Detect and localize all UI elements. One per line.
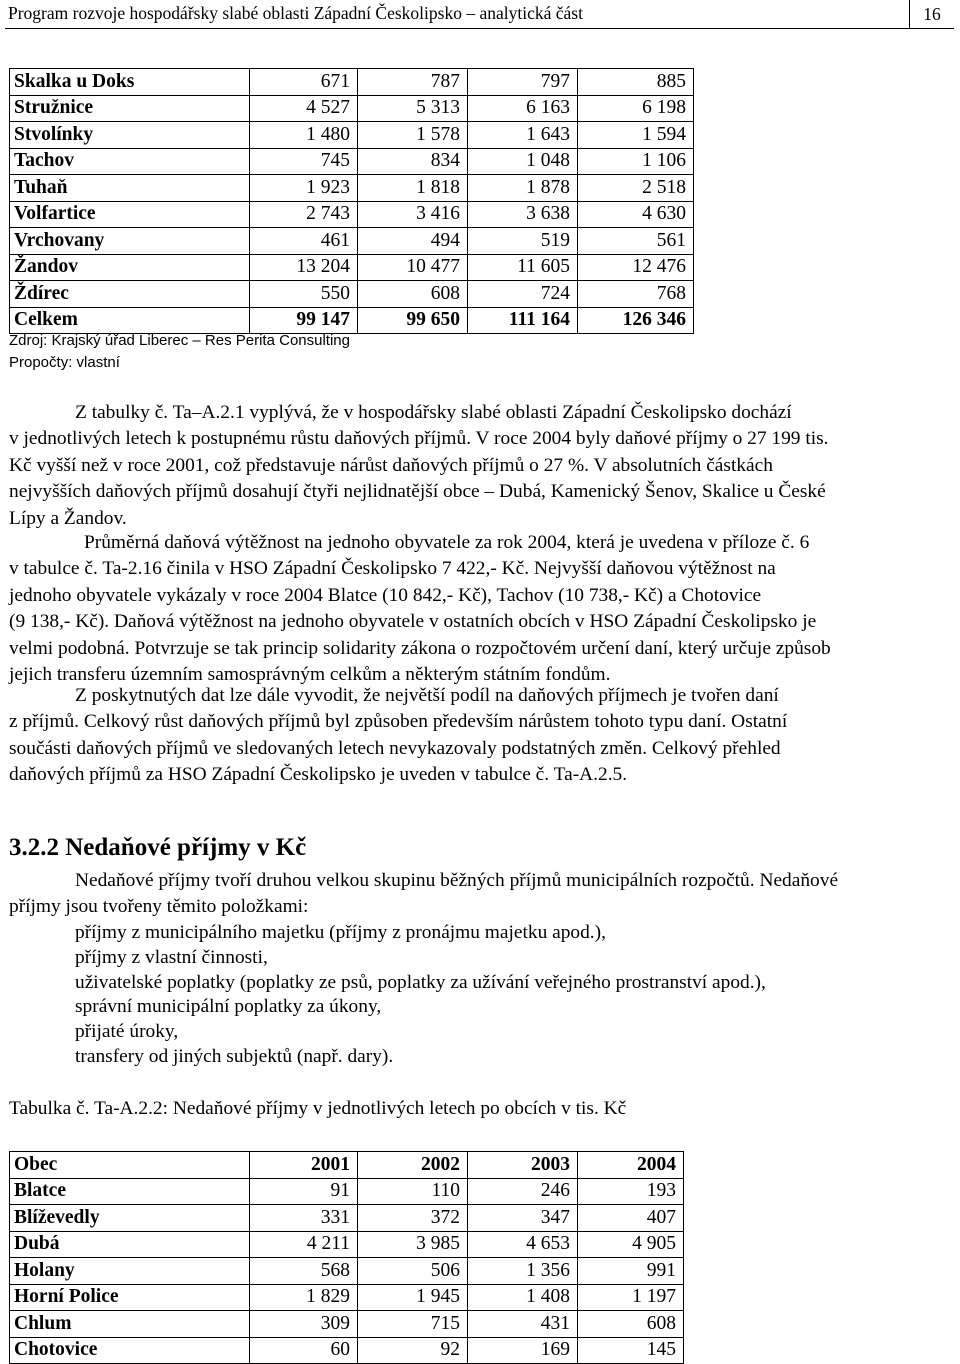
value-cell: 1 818 (358, 175, 468, 202)
table-row (10, 281, 694, 308)
value-cell: 110 (358, 1178, 468, 1205)
page-number: 16 (909, 0, 954, 28)
value-cell: 169 (468, 1337, 578, 1364)
table-row (10, 175, 694, 202)
paragraph-line: Kč vyšší než v roce 2001, což představuje nárůst daňových příjmů o 27 %. V absolutních částkách (9, 454, 773, 476)
value-cell: 126 346 (578, 307, 694, 334)
value-cell: 568 (250, 1258, 358, 1285)
header-cell: 2002 (358, 1152, 468, 1179)
header-cell: 2001 (250, 1152, 358, 1179)
document-title: Program rozvoje hospodářsky slabé oblasti Západní Českolipsko – analytická část (8, 3, 583, 23)
municipality-cell: Tuhaň (10, 175, 250, 202)
paragraph-line: z příjmů. Celkový růst daňových příjmů byl způsoben především nárůstem tohoto typu daní. Ostatní (9, 711, 788, 733)
value-cell: 11 605 (468, 254, 578, 281)
value-cell: 1 945 (358, 1284, 468, 1311)
value-cell: 724 (468, 281, 578, 308)
municipality-cell: Vrchovany (10, 228, 250, 255)
value-cell: 1 356 (468, 1258, 578, 1285)
list-item: příjmy z vlastní činnosti, (75, 946, 268, 968)
table-row (10, 1205, 684, 1232)
non-tax-income-table (9, 1151, 684, 1364)
value-cell: 4 211 (250, 1231, 358, 1258)
table-row (10, 1258, 684, 1285)
value-cell: 3 638 (468, 201, 578, 228)
paragraph-line: Z poskytnutých dat lze dále vyvodit, že největší podíl na daňových příjmech je tvořen daní (75, 685, 779, 706)
value-cell: 407 (578, 1205, 684, 1232)
table-row (10, 95, 694, 122)
paragraph-line: nejvyšších daňových příjmů dosahují čtyři nejlidnatější obce – Dubá, Kamenický Šenov, Skalice u České (9, 481, 826, 503)
value-cell: 5 313 (358, 95, 468, 122)
value-cell: 111 164 (468, 307, 578, 334)
value-cell: 519 (468, 228, 578, 255)
value-cell: 1 578 (358, 122, 468, 149)
value-cell: 4 527 (250, 95, 358, 122)
municipality-cell: Volfartice (10, 201, 250, 228)
value-cell: 885 (578, 69, 694, 96)
value-cell: 745 (250, 148, 358, 175)
table-row (10, 1284, 684, 1311)
list-item: správní municipální poplatky za úkony, (75, 996, 382, 1018)
value-cell: 608 (358, 281, 468, 308)
table-row (10, 122, 694, 149)
paragraph-line: součásti daňových příjmů ve sledovaných letech nevykazovaly podstatných změn. Celkový přehled (9, 737, 781, 759)
value-cell: 561 (578, 228, 694, 255)
value-cell: 1 829 (250, 1284, 358, 1311)
municipality-cell: Skalka u Doks (10, 69, 250, 96)
value-cell: 787 (358, 69, 468, 96)
value-cell: 91 (250, 1178, 358, 1205)
value-cell: 92 (358, 1337, 468, 1364)
value-cell: 4 630 (578, 201, 694, 228)
value-cell: 431 (468, 1311, 578, 1338)
value-cell: 13 204 (250, 254, 358, 281)
table-row (10, 254, 694, 281)
value-cell: 193 (578, 1178, 684, 1205)
paragraph-line: daňových příjmů za HSO Západní Českolipsko je uveden v tabulce č. Ta-A.2.5. (9, 764, 628, 786)
municipality-cell: Ždírec (10, 281, 250, 308)
table-row (10, 69, 694, 96)
list-item: přijaté úroky, (75, 1021, 179, 1043)
value-cell: 1 594 (578, 122, 694, 149)
source-note: Zdroj: Krajský úřad Liberec – Res Perita Consulting (9, 332, 350, 349)
paragraph-tax-growth (9, 400, 959, 532)
non-tax-items-list (75, 921, 766, 1070)
paragraph-line: v tabulce č. Ta-2.16 činila v HSO Západní Českolipsko 7 422,- Kč. Nejvyšší daňovou výtěžnost na (9, 558, 776, 580)
list-item: příjmy z municipálního majetku (příjmy z pronájmu majetku apod.), (75, 922, 606, 943)
value-cell: 246 (468, 1178, 578, 1205)
value-cell: 4 905 (578, 1231, 684, 1258)
value-cell: 1 923 (250, 175, 358, 202)
table-row (10, 228, 694, 255)
value-cell: 372 (358, 1205, 468, 1232)
value-cell: 347 (468, 1205, 578, 1232)
header-cell: 2003 (468, 1152, 578, 1179)
table-caption: Tabulka č. Ta-A.2.2: Nedaňové příjmy v jednotlivých letech po obcích v tis. Kč (9, 1098, 627, 1119)
paragraph-line: Průměrná daňová výtěžnost na jednoho obyvatele za rok 2004, která je uvedena v příloze č. 6 (84, 532, 810, 553)
value-cell: 99 147 (250, 307, 358, 334)
value-cell: 834 (358, 148, 468, 175)
value-cell: 550 (250, 281, 358, 308)
value-cell: 608 (578, 1311, 684, 1338)
value-cell: 1 197 (578, 1284, 684, 1311)
municipality-cell: Dubá (10, 1231, 250, 1258)
paragraph-line: (9 138,- Kč). Daňová výtěžnost na jednoho obyvatele v ostatních obcích v HSO Západní Českolipsko je (9, 611, 817, 633)
value-cell: 12 476 (578, 254, 694, 281)
municipality-cell: Stružnice (10, 95, 250, 122)
value-cell: 1 106 (578, 148, 694, 175)
table-row (10, 201, 694, 228)
municipality-cell: Tachov (10, 148, 250, 175)
value-cell: 3 985 (358, 1231, 468, 1258)
municipality-cell: Chotovice (10, 1337, 250, 1364)
paragraph-income-tax (9, 683, 959, 789)
paragraph-line: Nedaňové příjmy tvoří druhou velkou skupinu běžných příjmů municipálních rozpočtů. Nedaňové (75, 870, 839, 891)
section-heading: 3.2.2 Nedaňové příjmy v Kč (9, 834, 307, 861)
value-cell: 797 (468, 69, 578, 96)
value-cell: 1 878 (468, 175, 578, 202)
value-cell: 506 (358, 1258, 468, 1285)
value-cell: 494 (358, 228, 468, 255)
value-cell: 671 (250, 69, 358, 96)
header-cell: 2004 (578, 1152, 684, 1179)
municipality-cell: Blatce (10, 1178, 250, 1205)
value-cell: 461 (250, 228, 358, 255)
value-cell: 10 477 (358, 254, 468, 281)
value-cell: 6 198 (578, 95, 694, 122)
value-cell: 768 (578, 281, 694, 308)
paragraph-line: v jednotlivých letech k postupnému růstu daňových příjmů. V roce 2004 byly daňové příjmy o 27 199 tis. (9, 428, 829, 450)
value-cell: 6 163 (468, 95, 578, 122)
value-cell: 715 (358, 1311, 468, 1338)
paragraph-tax-yield (9, 530, 959, 688)
municipality-cell: Stvolínky (10, 122, 250, 149)
table-row (10, 307, 694, 334)
paragraph-non-tax-intro (9, 868, 959, 921)
paragraph-line: jednoho obyvatele vykázaly v roce 2004 Blatce (10 842,- Kč), Tachov (10 738,- Kč) a Chotovice (9, 584, 762, 606)
value-cell: 1 480 (250, 122, 358, 149)
municipality-cell: Holany (10, 1258, 250, 1285)
paragraph-line: Lípy a Žandov. (9, 507, 127, 529)
table-row (10, 148, 694, 175)
list-item: transfery od jiných subjektů (např. dary). (75, 1045, 394, 1067)
list-item: uživatelské poplatky (poplatky ze psů, poplatky za užívání veřejného prostranství apod.), (75, 971, 766, 993)
municipality-cell: Celkem (10, 307, 250, 334)
calculation-note: Propočty: vlastní (9, 354, 120, 371)
paragraph-line: velmi podobná. Potvrzuje se tak princip solidarity zákona o rozpočtovém určení daní, který určuje způsob (9, 637, 831, 659)
value-cell: 99 650 (358, 307, 468, 334)
value-cell: 331 (250, 1205, 358, 1232)
tax-income-table-continued (9, 68, 694, 334)
municipality-cell: Chlum (10, 1311, 250, 1338)
value-cell: 4 653 (468, 1231, 578, 1258)
value-cell: 2 743 (250, 201, 358, 228)
municipality-cell: Blíževedly (10, 1205, 250, 1232)
table-row (10, 1178, 684, 1205)
table-row (10, 1311, 684, 1338)
table-row (10, 1337, 684, 1364)
page-header (5, 0, 954, 29)
value-cell: 1 643 (468, 122, 578, 149)
table-header-row (10, 1152, 684, 1179)
value-cell: 991 (578, 1258, 684, 1285)
value-cell: 309 (250, 1311, 358, 1338)
value-cell: 145 (578, 1337, 684, 1364)
value-cell: 60 (250, 1337, 358, 1364)
municipality-cell: Žandov (10, 254, 250, 281)
paragraph-line: jejich transferu územním samosprávným celkům a některým státním fondům. (9, 664, 611, 686)
value-cell: 1 408 (468, 1284, 578, 1311)
header-cell: Obec (10, 1152, 250, 1179)
value-cell: 1 048 (468, 148, 578, 175)
value-cell: 2 518 (578, 175, 694, 202)
value-cell: 3 416 (358, 201, 468, 228)
paragraph-line: Z tabulky č. Ta–A.2.1 vyplývá, že v hospodářsky slabé oblasti Západní Českolipsko dochází (75, 402, 792, 423)
municipality-cell: Horní Police (10, 1284, 250, 1311)
table-row (10, 1231, 684, 1258)
paragraph-line: příjmy jsou tvořeny těmito položkami: (9, 896, 309, 918)
